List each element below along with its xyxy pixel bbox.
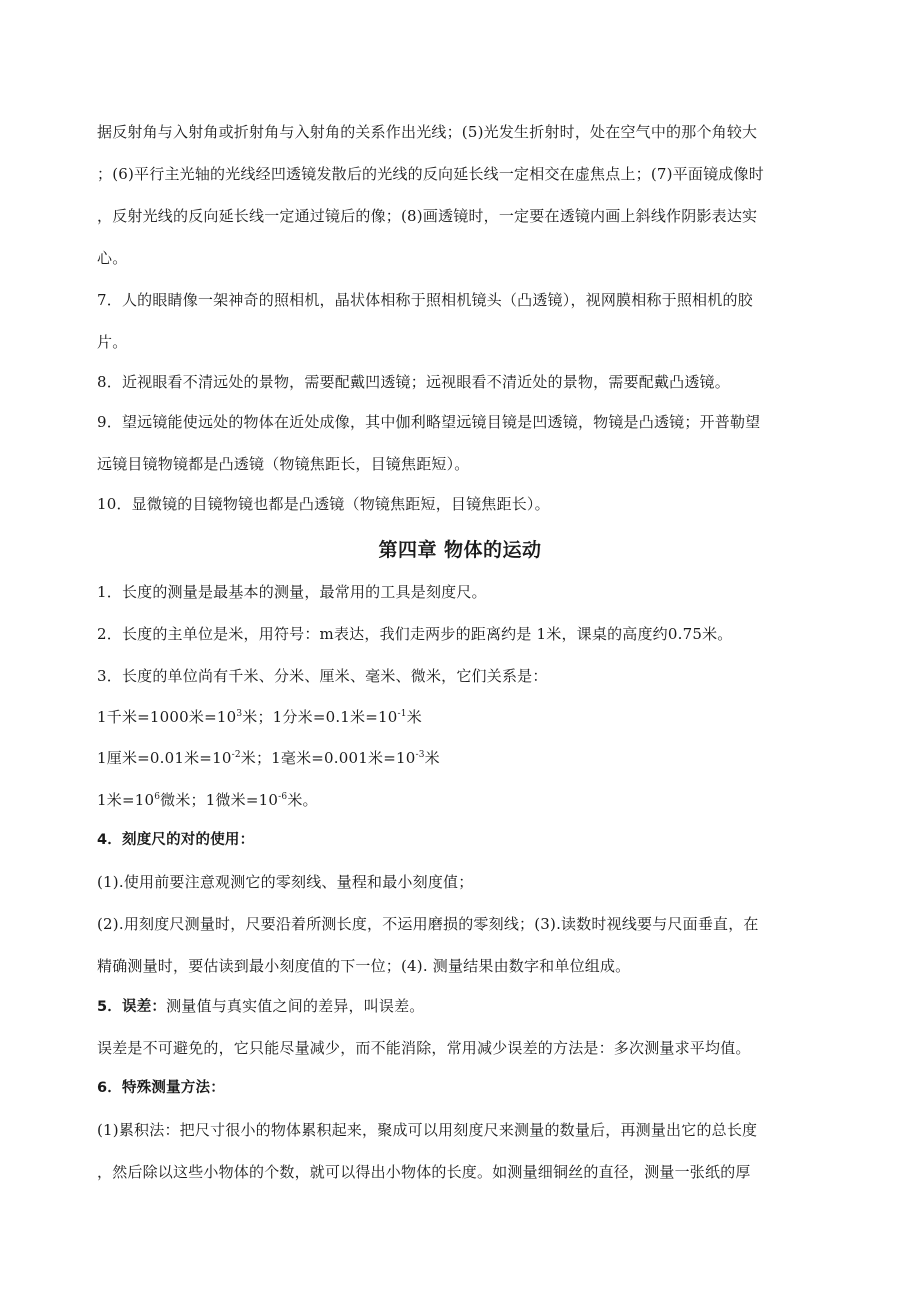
- section-6-title: 6．特殊测量方法：: [97, 1080, 225, 1096]
- text-line: 2．长度的主单位是米，用符号：m表达，我们走两步的距离约是 1米，课桌的高度约0.75米。: [97, 625, 733, 643]
- section-5-text: 测量值与真实值之间的差异，叫误差。: [166, 997, 425, 1015]
- text-line: (1).使用前要注意观测它的零刻线、量程和最小刻度值；: [97, 873, 474, 891]
- text-line: ，反射光线的反向延长线一定通过镜后的像；(8)画透镜时，一定要在透镜内画上斜线作阴影表达实: [97, 207, 758, 225]
- text-line: 3．长度的单位尚有千米、分米、厘米、毫米、微米，它们关系是：: [97, 667, 548, 685]
- text-line: 远镜目镜物镜都是凸透镜（物镜焦距长，目镜焦距短）。: [97, 455, 470, 473]
- text-line: 精确测量时，要估读到最小刻度值的下一位；(4). 测量结果由数字和单位组成。: [97, 957, 631, 975]
- text-line: 1．长度的测量是最基本的测量，最常用的工具是刻度尺。: [97, 583, 487, 601]
- text-line: ；(6)平行主光轴的光线经凹透镜发散后的光线的反向延长线一定相交在虚焦点上；(7)平面镜成像时: [97, 165, 764, 183]
- text-line: (1)累积法：把尺寸很小的物体累积起来，聚成可以用刻度尺来测量的数量后，再测量出它的总长度: [97, 1121, 758, 1139]
- text-line: 9．望远镜能使远处的物体在近处成像，其中伽利略望远镜目镜是凹透镜，物镜是凸透镜；开普勒望: [97, 413, 761, 431]
- text-line: 片。: [97, 333, 128, 351]
- formula-line: 1米$=10^6$微米；1微米$=10^{-6}$米。: [97, 791, 318, 809]
- section-5-line: [97, 996, 817, 1017]
- text-line: 7．人的眼睛像一架神奇的照相机，晶状体相称于照相机镜头（凸透镜），视网膜相称于照相机的胶: [97, 291, 753, 309]
- formula-line: 1厘米=0.01米$=10^{-2}$米；1毫米=0.001米$=10^{-3}$米: [97, 749, 440, 767]
- section-4-title: 4．刻度尺的对的使用：: [97, 832, 255, 848]
- text-line: 8．近视眼看不清远处的景物，需要配戴凹透镜；远视眼看不清近处的景物，需要配戴凸透镜。: [97, 373, 730, 391]
- text-line: 心。: [97, 249, 128, 267]
- chapter-title: 第四章 物体的运动: [378, 539, 542, 561]
- text-line: 据反射角与入射角或折射角与入射角的关系作出光线；(5)光发生折射时，处在空气中的那个角较大: [97, 123, 758, 141]
- section-5-title: 5．误差：: [97, 999, 167, 1015]
- text-line: 误差是不可避免的，它只能尽量减少，而不能消除，常用减少误差的方法是：多次测量求平均值。: [97, 1039, 751, 1057]
- text-line: (2).用刻度尺测量时，尺要沿着所测长度，不运用磨损的零刻线；(3).读数时视线要与尺面垂直，在: [97, 915, 759, 933]
- text-line: 10．显微镜的目镜物镜也都是凸透镜（物镜焦距短，目镜焦距长）。: [97, 495, 550, 513]
- formula-line: 1千米=1000米$=10^3$米；1分米=0.1米$=10^{-1}$米: [97, 708, 422, 726]
- text-line: ，然后除以这些小物体的个数，就可以得出小物体的长度。如测量细铜丝的直径，测量一张纸的厚: [97, 1163, 751, 1181]
